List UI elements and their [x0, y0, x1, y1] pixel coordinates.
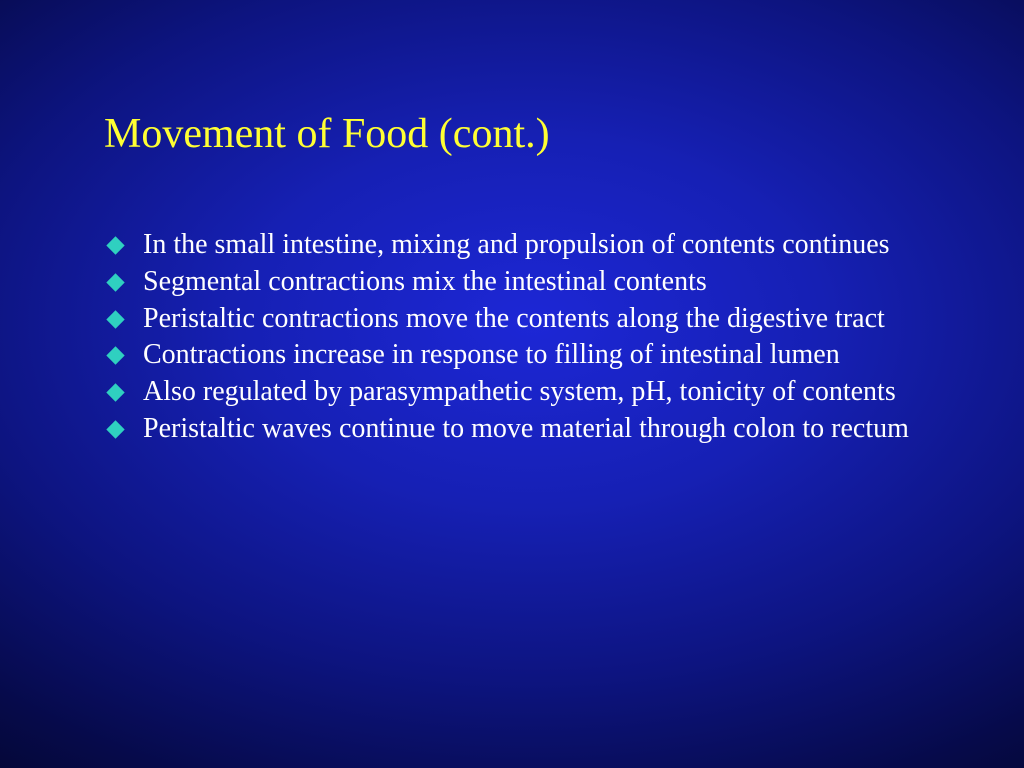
- bullet-text: Contractions increase in response to filling of intestinal lumen: [143, 339, 840, 371]
- diamond-bullet-icon: [106, 236, 124, 254]
- slide-title: Movement of Food (cont.): [104, 111, 550, 157]
- bullet-text: Peristaltic waves continue to move material through colon to rectum: [143, 412, 909, 444]
- bullet-item: [106, 411, 956, 448]
- bullet-item: [106, 227, 956, 264]
- bullet-item: [106, 301, 956, 338]
- bullet-text: Segmental contractions mix the intestinal contents: [143, 265, 707, 297]
- diamond-bullet-icon: [106, 310, 124, 328]
- bullet-list: [106, 227, 956, 448]
- bullet-item: [106, 374, 956, 411]
- diamond-bullet-icon: [106, 273, 124, 291]
- bullet-text: In the small intestine, mixing and propulsion of contents continues: [143, 229, 890, 260]
- bullet-item: [106, 264, 956, 301]
- bullet-text: Also regulated by parasympathetic system, pH, tonicity of contents: [143, 376, 896, 408]
- diamond-bullet-icon: [106, 383, 124, 401]
- bullet-item: [106, 337, 956, 374]
- bullet-text: Peristaltic contractions move the contents along the digestive tract: [143, 302, 885, 334]
- diamond-bullet-icon: [106, 347, 124, 365]
- diamond-bullet-icon: [106, 420, 124, 438]
